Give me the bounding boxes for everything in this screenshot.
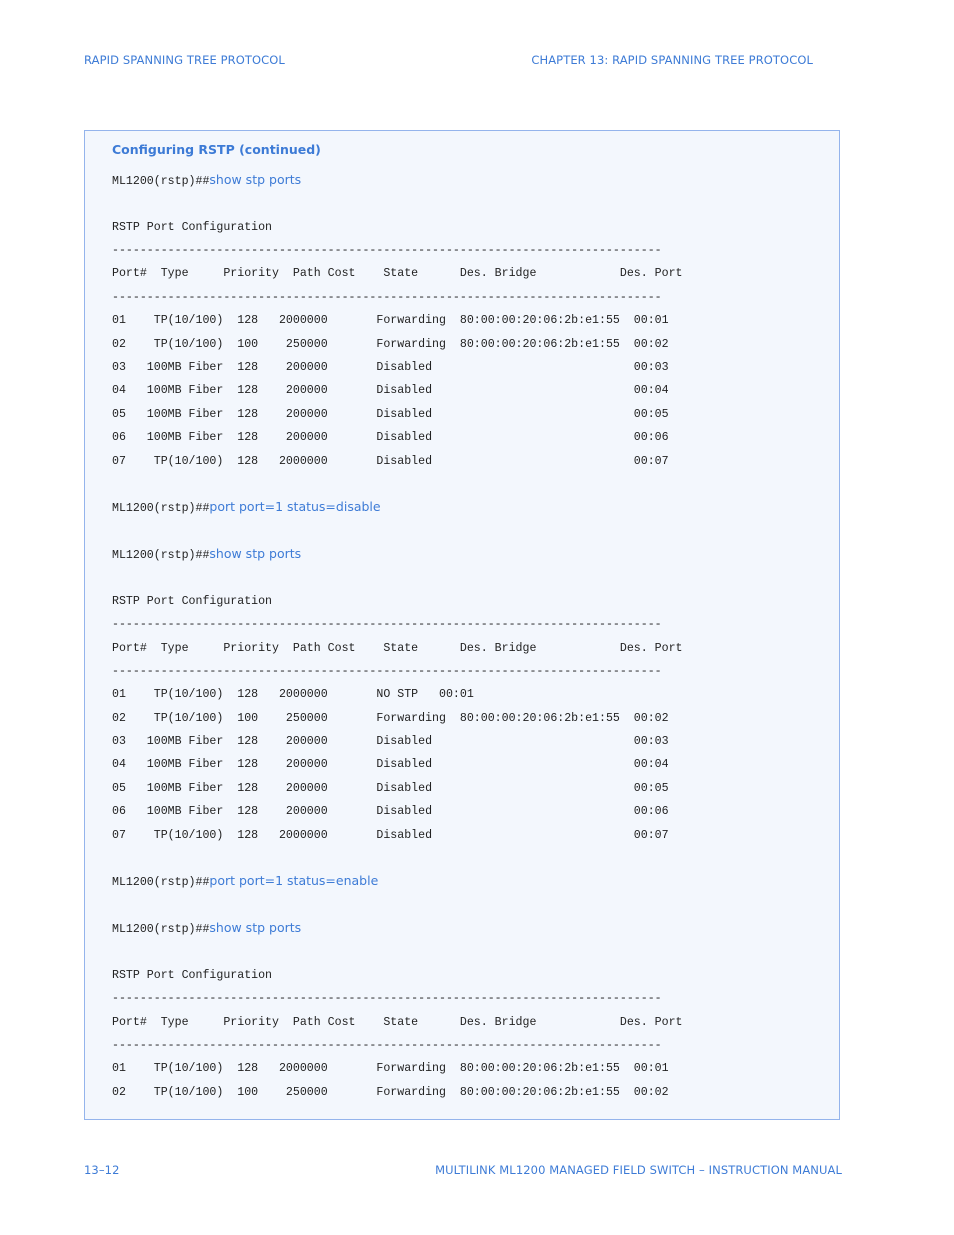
command-prompt: ML1200(rstp)## xyxy=(112,502,210,515)
output-line: 01 TP(10/100) 128 2000000 NO STP 00:01 xyxy=(112,688,474,701)
output-line: 07 TP(10/100) 128 2000000 Disabled 00:07 xyxy=(112,455,669,468)
panel-title: Configuring RSTP (continued) xyxy=(112,142,321,157)
output-line: 06 100MB Fiber 128 200000 Disabled 00:06 xyxy=(112,431,669,444)
output-line: 07 TP(10/100) 128 2000000 Disabled 00:07 xyxy=(112,829,669,842)
output-line: Port# Type Priority Path Cost State Des. Bridge Des. Port xyxy=(112,267,683,280)
output-line: RSTP Port Configuration xyxy=(112,595,273,608)
command-line xyxy=(112,873,378,889)
output-line: 05 100MB Fiber 128 200000 Disabled 00:05 xyxy=(112,408,669,421)
output-line: 04 100MB Fiber 128 200000 Disabled 00:04 xyxy=(112,758,669,771)
page-number: 13–12 xyxy=(84,1163,120,1177)
output-line: RSTP Port Configuration xyxy=(112,221,273,234)
separator-line: ------------------------------------------------------------------------------- xyxy=(112,244,662,257)
output-line: 03 100MB Fiber 128 200000 Disabled 00:03 xyxy=(112,735,669,748)
separator-line: ------------------------------------------------------------------------------- xyxy=(112,618,662,631)
output-line: 03 100MB Fiber 128 200000 Disabled 00:03 xyxy=(112,361,669,374)
output-line: 06 100MB Fiber 128 200000 Disabled 00:06 xyxy=(112,805,669,818)
command-line xyxy=(112,172,301,188)
output-line: RSTP Port Configuration xyxy=(112,969,273,982)
output-line: Port# Type Priority Path Cost State Des. Bridge Des. Port xyxy=(112,1016,683,1029)
output-line: 02 TP(10/100) 100 250000 Forwarding 80:00:00:20:06:2b:e1:55 00:02 xyxy=(112,712,669,725)
running-header-chapter: CHAPTER 13: RAPID SPANNING TREE PROTOCOL xyxy=(531,53,813,67)
command-prompt: ML1200(rstp)## xyxy=(112,876,210,889)
command-text: show stp ports xyxy=(209,172,302,187)
command-line xyxy=(112,546,301,562)
command-prompt: ML1200(rstp)## xyxy=(112,175,210,188)
separator-line: ------------------------------------------------------------------------------- xyxy=(112,291,662,304)
output-line: Port# Type Priority Path Cost State Des. Bridge Des. Port xyxy=(112,642,683,655)
command-line xyxy=(112,920,301,936)
command-line xyxy=(112,499,381,515)
output-line: 02 TP(10/100) 100 250000 Forwarding 80:00:00:20:06:2b:e1:55 00:02 xyxy=(112,1086,669,1099)
output-line: 01 TP(10/100) 128 2000000 Forwarding 80:00:00:20:06:2b:e1:55 00:01 xyxy=(112,1062,669,1075)
output-line: 02 TP(10/100) 100 250000 Forwarding 80:00:00:20:06:2b:e1:55 00:02 xyxy=(112,338,669,351)
manual-title: MULTILINK ML1200 MANAGED FIELD SWITCH – INSTRUCTION MANUAL xyxy=(435,1163,842,1177)
command-text: show stp ports xyxy=(209,920,302,935)
separator-line: ------------------------------------------------------------------------------- xyxy=(112,665,662,678)
output-line: 01 TP(10/100) 128 2000000 Forwarding 80:00:00:20:06:2b:e1:55 00:01 xyxy=(112,314,669,327)
command-prompt: ML1200(rstp)## xyxy=(112,549,210,562)
running-header-section: RAPID SPANNING TREE PROTOCOL xyxy=(84,53,285,67)
separator-line: ------------------------------------------------------------------------------- xyxy=(112,1039,662,1052)
command-prompt: ML1200(rstp)## xyxy=(112,923,210,936)
output-line: 04 100MB Fiber 128 200000 Disabled 00:04 xyxy=(112,384,669,397)
output-line: 05 100MB Fiber 128 200000 Disabled 00:05 xyxy=(112,782,669,795)
code-example-panel xyxy=(84,130,840,1120)
command-text: show stp ports xyxy=(209,546,302,561)
command-text: port port=1 status=disable xyxy=(209,499,381,514)
command-text: port port=1 status=enable xyxy=(209,873,379,888)
separator-line: ------------------------------------------------------------------------------- xyxy=(112,992,662,1005)
